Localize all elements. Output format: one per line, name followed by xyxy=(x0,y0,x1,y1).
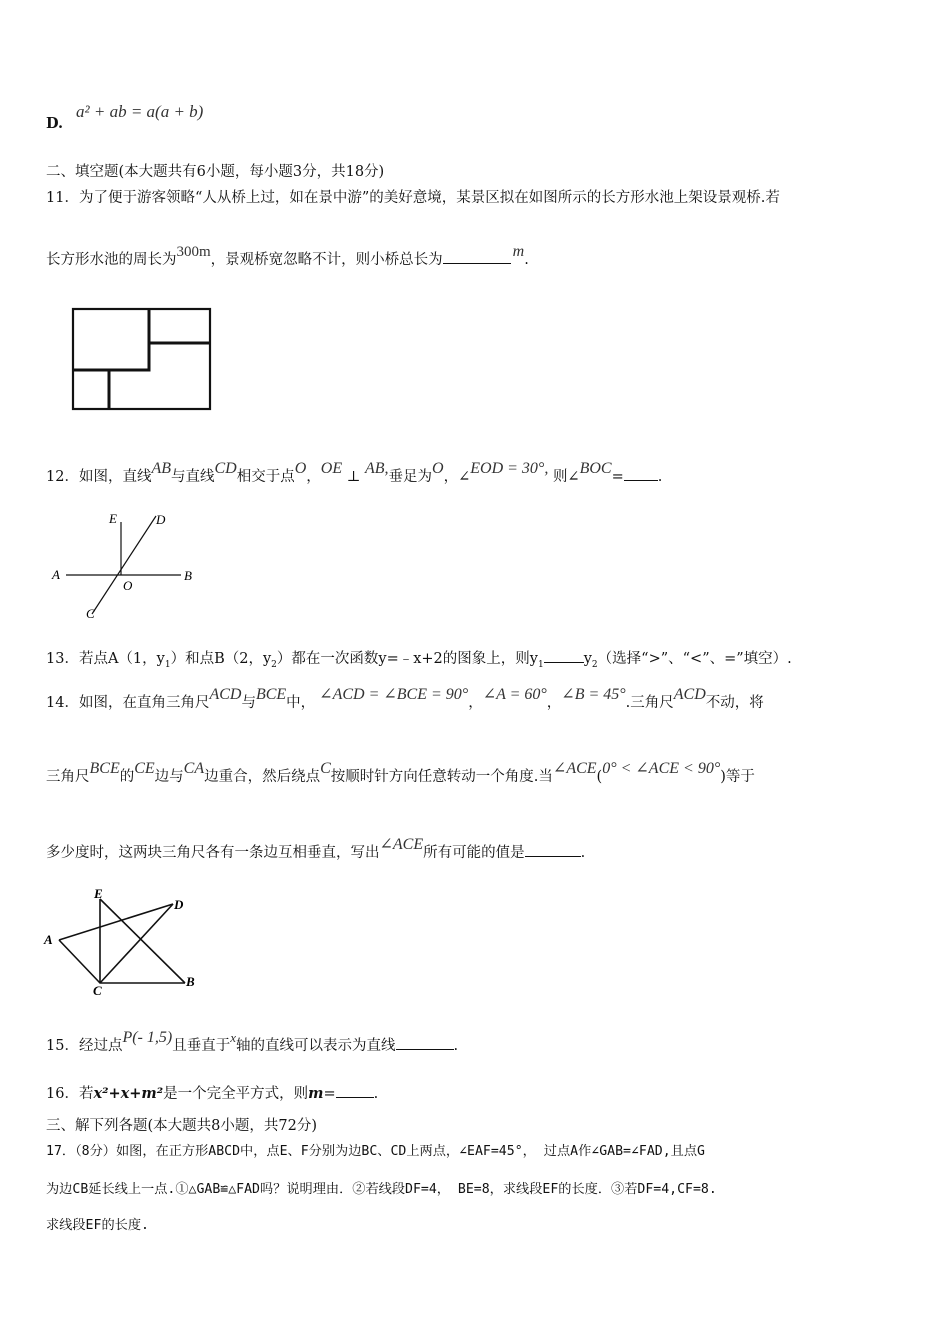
q16-text-4: . xyxy=(373,1086,379,1102)
q11-pool-figure xyxy=(70,305,215,413)
q17-line-2: 为边CB延长线上一点.①△GAB≌△FAD吗？说明理由．②若线段DF=4， BE=8，求线段EF的长度．③若DF=4,CF=8. xyxy=(46,1182,717,1197)
q14-range: 0° < ∠ACE < 90° xyxy=(602,760,721,777)
q12-text-5: 垂足为 xyxy=(388,469,433,485)
q14-ace-2: ∠ACE xyxy=(379,836,424,853)
label-e: E xyxy=(109,511,117,526)
q14-bce-2: BCE xyxy=(89,760,120,777)
q12-ab-2: AB, xyxy=(364,460,389,477)
q14-line-1 xyxy=(46,686,764,713)
q11-answer-blank[interactable] xyxy=(443,249,511,264)
q12-eod: EOD = 30°, xyxy=(470,460,549,477)
q14-line-3 xyxy=(46,836,586,863)
q14-text-14: . xyxy=(580,845,586,861)
q12-text-9: . xyxy=(657,469,663,485)
q12-boc: BOC xyxy=(579,460,612,477)
q11-line-1: 11．为了便于游客领略“人从桥上过，如在景中游”的美好意境，某景区拟在如图所示的长方形水池上架设景观桥.若 xyxy=(46,190,780,206)
q12-text-1: 12．如图，直线 xyxy=(46,469,152,485)
q15-text-1: 15．经过点 xyxy=(46,1038,123,1054)
q14-text-7: 的 xyxy=(119,769,135,785)
q14-triangles-figure xyxy=(40,882,210,1000)
q12-o-2: O xyxy=(432,460,444,477)
q12-text-8: = xyxy=(611,469,624,485)
label-o: O xyxy=(123,578,133,593)
q14-c: C xyxy=(320,760,331,777)
q12-oe: OE xyxy=(320,460,343,477)
q15-text-3: 轴的直线可以表示为直线 xyxy=(236,1038,396,1054)
q13-answer-blank[interactable] xyxy=(544,648,584,663)
q13-text-5: （选择“>”、“<”、=”填空）. xyxy=(597,651,792,667)
q12-line xyxy=(46,460,663,487)
q14-ce: CE xyxy=(134,760,155,777)
bridge-upper xyxy=(149,309,210,343)
label-d: D xyxy=(174,897,184,912)
q14-ca: CA xyxy=(183,760,205,777)
q14-text-12: 多少度时，这两块三角尺各有一条边互相垂直，写出 xyxy=(46,845,380,861)
q14-text-5: 不动，将 xyxy=(705,695,764,711)
q15-text-4: . xyxy=(453,1038,459,1054)
q11-text-2: ，景观桥宽忽略不计，则小桥总长为 xyxy=(210,252,443,268)
q14-acd-2: ACD xyxy=(673,686,706,703)
q14-text-6: 三角尺 xyxy=(46,769,90,785)
q13-text-3: ）都在一次函数y=﹣x+2的图象上，则y xyxy=(276,651,538,667)
q16-line xyxy=(46,1083,378,1104)
label-b: B xyxy=(186,974,195,989)
q13-line xyxy=(46,648,792,675)
label-e: E xyxy=(94,886,103,901)
q13-sub-2: 2 xyxy=(271,659,277,670)
q11-text-3: . xyxy=(524,252,529,268)
q14-text-4: .三角尺 xyxy=(625,695,674,711)
side-eb xyxy=(100,899,185,983)
q14-lparen: ( xyxy=(596,769,603,785)
label-d: D xyxy=(156,512,166,527)
q13-text-4: y xyxy=(583,651,592,667)
q11-text-1: 长方形水池的周长为 xyxy=(46,252,177,268)
q16-text-2: 是一个完全平方式，则 xyxy=(163,1086,309,1102)
q15-line xyxy=(46,1029,459,1056)
q17-line-1: 17．（8分）如图，在正方形ABCD中，点E、F分别为边BC、CD上两点，∠EAF=45°， 过点A作∠GAB=∠FAD,且点G xyxy=(46,1144,705,1159)
q14-ace: ∠ACE xyxy=(552,760,597,777)
q15-answer-blank[interactable] xyxy=(396,1035,454,1050)
q14-text-2: 与 xyxy=(241,695,256,711)
q13-sub-1: 1 xyxy=(164,659,171,670)
q17-line-3: 求线段EF的长度. xyxy=(46,1218,149,1233)
q12-cd: CD xyxy=(214,460,237,477)
q14-text-10: 按顺时针方向任意转动一个角度.当 xyxy=(330,769,553,785)
q14-eq-1: ∠ACD = ∠BCE = 90° xyxy=(319,686,469,703)
q11-line-2 xyxy=(46,243,529,270)
q12-lines-figure xyxy=(48,508,208,626)
q13-text-2: ）和点B（2，y xyxy=(170,651,272,667)
section-2-heading: 二、填空题(本大题共有6小题，每小题3分，共18分) xyxy=(46,164,385,180)
q12-text-7: 则∠ xyxy=(552,469,580,485)
q11-unit: m xyxy=(512,243,525,260)
q14-bce: BCE xyxy=(255,686,287,703)
q14-acd: ACD xyxy=(209,686,242,703)
label-c: C xyxy=(93,983,102,998)
option-d-label: D. xyxy=(46,115,64,132)
q15-point: P(- 1,5) xyxy=(122,1029,173,1046)
q12-text-2: 与直线 xyxy=(171,469,215,485)
bridge-middle xyxy=(73,343,149,370)
q12-text-6: ，∠ xyxy=(443,469,471,485)
q12-text-4: ， xyxy=(306,469,321,485)
q14-text-13: 所有可能的值是 xyxy=(423,845,525,861)
q14-comma-2: ， xyxy=(546,695,562,711)
q16-m: m xyxy=(308,1085,324,1102)
q16-text-1: 16．若 xyxy=(46,1086,94,1102)
triangle-bce-sides xyxy=(59,940,185,983)
q15-text-2: 且垂直于 xyxy=(172,1038,231,1054)
q14-line-2 xyxy=(46,760,755,787)
label-b: B xyxy=(184,568,192,583)
q12-perp-symbol: ⊥ xyxy=(346,469,361,485)
q12-ab: AB xyxy=(151,460,171,477)
q13-sub-3: 1 xyxy=(537,659,544,670)
q12-answer-blank[interactable] xyxy=(624,466,658,481)
q16-text-3: = xyxy=(323,1086,336,1102)
q14-answer-blank[interactable] xyxy=(525,842,581,857)
label-c: C xyxy=(86,606,95,621)
q14-comma-1: ， xyxy=(468,695,483,711)
q14-text-3: 中， xyxy=(286,695,316,711)
q14-text-11: )等于 xyxy=(720,769,755,785)
q11-perimeter: 300m xyxy=(176,244,211,260)
q12-o: O xyxy=(294,460,307,477)
section-3-heading: 三、解下列各题(本大题共8小题，共72分) xyxy=(46,1118,317,1134)
pool-outline xyxy=(73,309,210,409)
q14-eq-3: ∠B = 45° xyxy=(561,686,626,703)
label-a: A xyxy=(52,567,60,582)
q16-answer-blank[interactable] xyxy=(336,1083,374,1098)
option-d-formula: a² + ab = a(a + b) xyxy=(76,102,204,121)
q14-text-9: 边重合，然后绕点 xyxy=(204,769,321,785)
q13-sub-4: 2 xyxy=(591,659,598,670)
q16-expression: x²+x+m² xyxy=(93,1085,164,1102)
q15-x: x xyxy=(230,1030,236,1045)
q12-text-3: 相交于点 xyxy=(236,469,295,485)
q13-text-1: 13．若点A（1，y xyxy=(46,651,165,667)
q14-eq-2: ∠A = 60° xyxy=(482,686,547,703)
line-cd xyxy=(92,516,156,614)
q14-text-8: 边与 xyxy=(154,769,184,785)
q14-text-1: 14．如图，在直角三角尺 xyxy=(46,695,210,711)
label-a: A xyxy=(44,932,53,947)
